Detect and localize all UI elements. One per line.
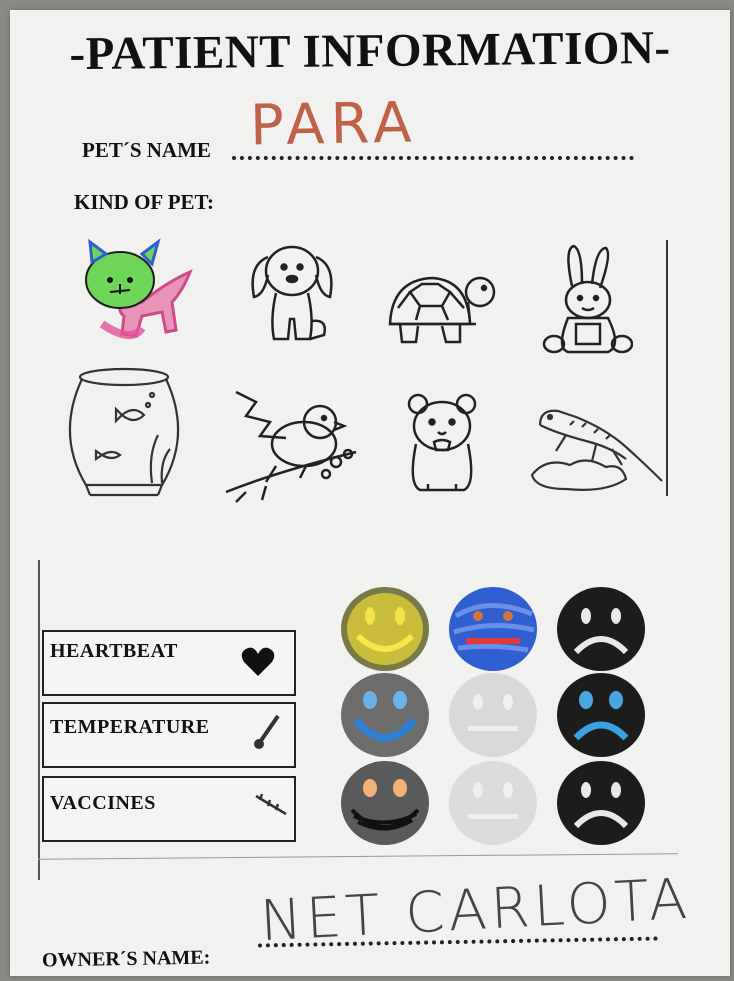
section-divider — [38, 853, 678, 860]
neutral-face-light[interactable] — [448, 760, 538, 846]
heartbeat-box — [42, 630, 296, 696]
right-margin-line — [666, 240, 668, 496]
happy-face-colored-yellow[interactable] — [340, 586, 430, 672]
kind-of-pet-label: KIND OF PET: — [74, 190, 214, 214]
owner-name-label: OWNER´S NAME: — [41, 946, 211, 972]
pet-name-label: PET´S NAME — [82, 138, 211, 162]
left-margin-line — [38, 560, 40, 880]
thermometer-icon — [252, 712, 286, 752]
sad-face-dark[interactable] — [556, 760, 646, 846]
rabbit-drawing — [538, 242, 633, 357]
temperature-box — [42, 702, 296, 768]
page-title: -PATIENT INFORMATION- — [69, 21, 671, 81]
patient-information-sheet — [10, 10, 730, 976]
bird-drawing — [216, 382, 366, 507]
owner-name-handwritten: NET CARLOTA — [258, 866, 693, 955]
cat-drawing-colored — [72, 232, 202, 352]
fish-bowl-drawing — [62, 365, 187, 505]
dog-drawing — [242, 235, 342, 350]
lizard-drawing — [526, 385, 666, 495]
happy-face-colored-peach[interactable] — [340, 760, 430, 846]
sad-face-dark[interactable] — [556, 586, 646, 672]
vaccines-label: VACCINES — [50, 792, 156, 814]
turtle-drawing — [380, 262, 500, 352]
vaccines-box — [42, 776, 296, 842]
heartbeat-label: HEARTBEAT — [50, 640, 178, 662]
neutral-face-colored-blue[interactable] — [448, 586, 538, 672]
heart-icon — [240, 644, 276, 680]
sad-face-colored-blue[interactable] — [556, 672, 646, 758]
neutral-face-light[interactable] — [448, 672, 538, 758]
hamster-drawing — [400, 392, 485, 497]
temperature-label: TEMPERATURE — [50, 716, 210, 738]
happy-face-colored-blue[interactable] — [340, 672, 430, 758]
syringe-icon — [252, 788, 292, 822]
pet-name-handwritten: PARA — [249, 90, 419, 159]
